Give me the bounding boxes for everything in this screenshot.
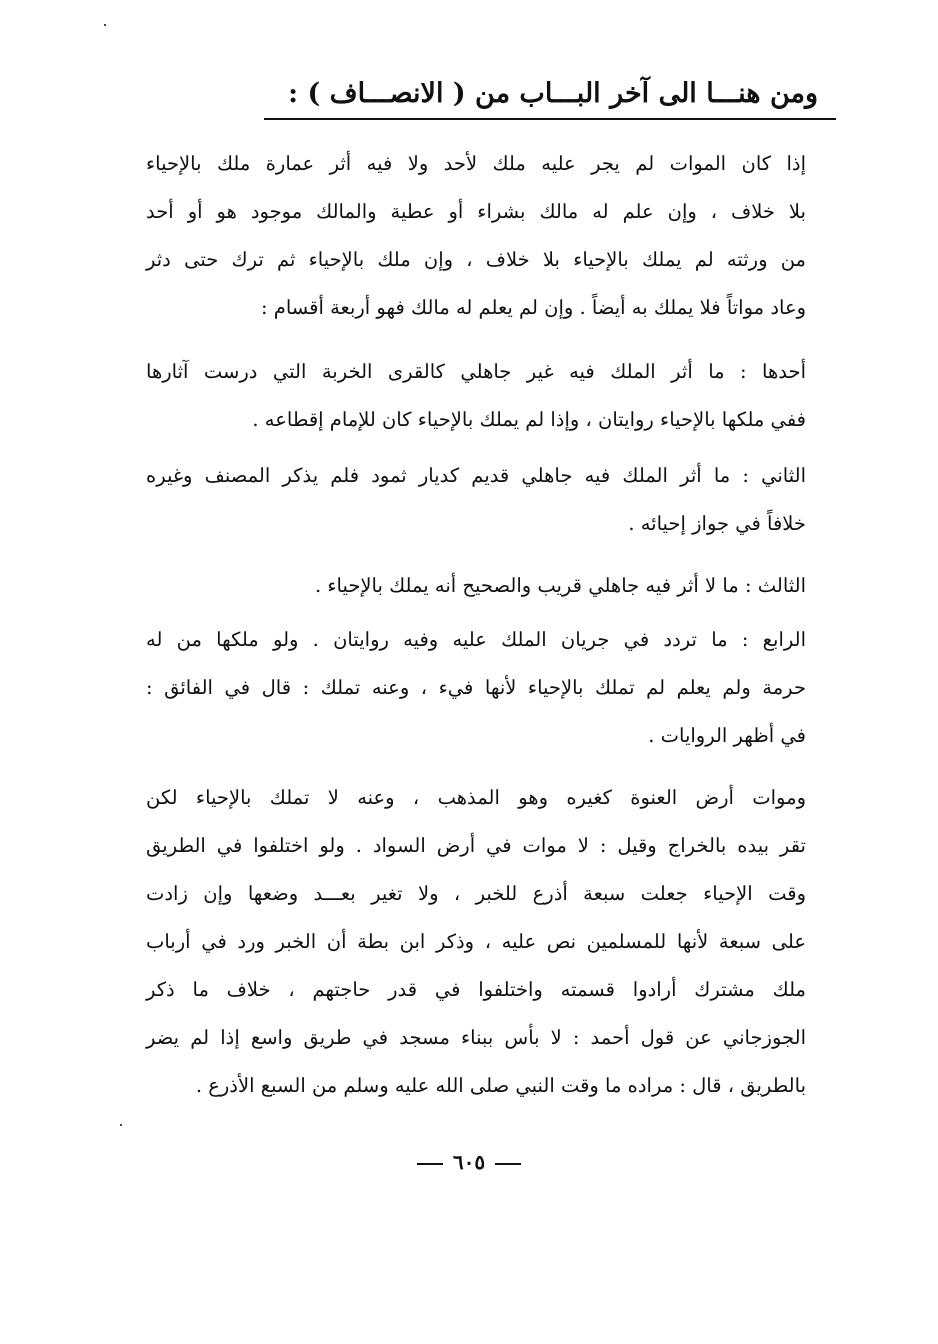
text-line: على سبعة لأنها للمسلمين نص عليه ، وذكر ابن بطة أن الخبر ورد في أرباب — [146, 930, 806, 953]
text-line: أحدها : ما أثر الملك فيه غير جاهلي كالقرى الخربة التي درست آثارها — [146, 360, 806, 383]
text-line: وعاد مواتاً فلا يملك به أيضاً . وإن لم يعلم له مالك فهو أربعة أقسام : — [260, 296, 806, 319]
paragraph-fourth-category — [146, 616, 806, 760]
text-line: ففي ملكها بالإحياء روايتان ، وإذا لم يملك بالإحياء كان للإمام إقطاعه . — [252, 408, 806, 431]
paragraph-first-category — [146, 348, 806, 444]
text-line: الجوزجاني عن قول أحمد : لا بأس ببناء مسجد في طريق واسع إذا لم يضر — [146, 1026, 806, 1049]
section-heading-block — [263, 74, 818, 114]
paragraph-third-category — [146, 562, 806, 610]
text-line: إذا كان الموات لم يجر عليه ملك لأحد ولا فيه أثر عمارة ملك بالإحياء — [146, 152, 806, 175]
paragraph-second-category — [146, 452, 806, 548]
text-line: تقر بيده بالخراج وقيل : لا موات في أرض السواد . ولو اختلفوا في الطريق — [146, 834, 806, 857]
paragraph-conquered-land — [146, 774, 806, 1110]
page-number-dash — [417, 1163, 443, 1165]
text-line: حرمة ولم يعلم لم تملك بالإحياء لأنها فيء ، وعنه تملك : قال في الفائق : — [146, 676, 806, 699]
text-line: خلافاً في جواز إحيائه . — [628, 512, 806, 535]
text-line: بلا خلاف ، وإن علم له مالك بشراء أو عطية والمالك موجود هو أو أحد — [146, 200, 806, 223]
page-number-block — [0, 1150, 938, 1174]
paragraph-intro — [146, 140, 806, 332]
text-line: وموات أرض العنوة كغيره وهو المذهب ، وعنه لا تملك بالإحياء لكن — [146, 786, 806, 809]
page-number-dash — [495, 1163, 521, 1165]
heading-underline — [264, 118, 836, 120]
scan-speck — [104, 24, 106, 26]
scan-speck — [120, 1124, 122, 1126]
text-line: وقت الإحياء جعلت سبعة أذرع للخبر ، ولا تغير بعـــد وضعها وإن زادت — [146, 882, 806, 905]
page-number: ٦٠٥ — [452, 1150, 486, 1174]
text-line: الرابع : ما تردد في جريان الملك عليه وفيه روايتان . ولو ملكها من له — [146, 628, 806, 651]
text-line: بالطريق ، قال : مراده ما وقت النبي صلى الله عليه وسلم من السبع الأذرع . — [195, 1074, 806, 1097]
text-line: الثاني : ما أثر الملك فيه جاهلي قديم كديار ثمود فلم يذكر المصنف وغيره — [146, 464, 806, 487]
text-line: ملك مشترك أرادوا قسمته واختلفوا في قدر حاجتهم ، خلاف ما ذكر — [146, 978, 806, 1001]
section-heading: ومن هنـــا الى آخر البـــاب من ( الانصـــاف ) : — [288, 78, 818, 109]
text-line: الثالث : ما لا أثر فيه جاهلي قريب والصحيح أنه يملك بالإحياء . — [314, 574, 806, 597]
text-line: في أظهر الروايات . — [648, 724, 806, 747]
text-body — [146, 140, 806, 1110]
text-line: من ورثته لم يملك بالإحياء بلا خلاف ، وإن ملك بالإحياء ثم ترك حتى دثر — [146, 248, 806, 271]
